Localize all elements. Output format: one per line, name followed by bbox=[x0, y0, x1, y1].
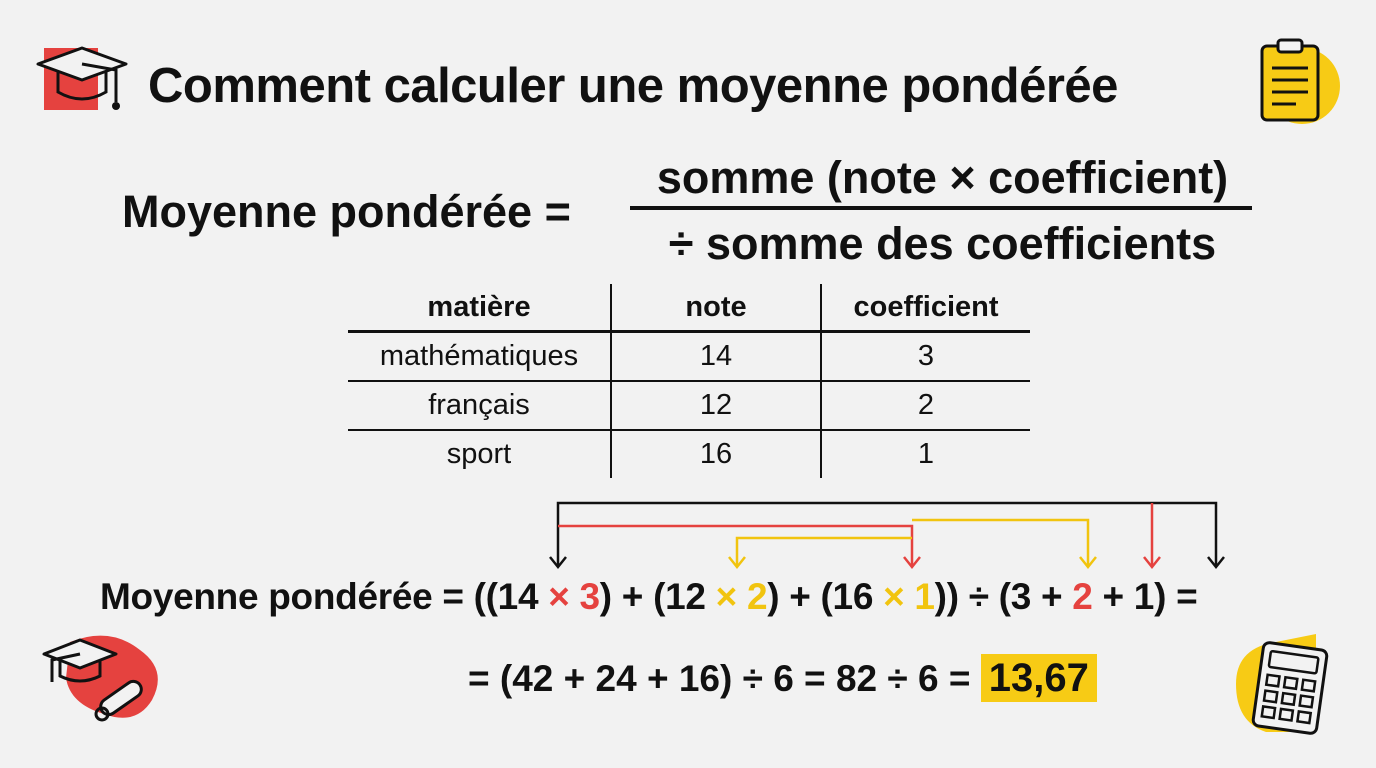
cell-coefficient: 2 bbox=[821, 381, 1030, 430]
cell-grade: 16 bbox=[611, 430, 821, 478]
calc-coef-red: × 3 bbox=[548, 576, 600, 617]
cell-subject: mathématiques bbox=[379, 340, 579, 372]
calc-label: Moyenne pondérée = bbox=[100, 576, 474, 617]
cell-subject: français bbox=[428, 389, 530, 421]
header-grade: note bbox=[611, 284, 821, 332]
cell-grade: 14 bbox=[611, 332, 821, 382]
calculation-line-2 bbox=[468, 656, 1097, 701]
page-title: Comment calculer une moyenne pondérée bbox=[148, 59, 1118, 113]
calc-part: + 1) = bbox=[1092, 576, 1198, 617]
calc-part: ) + (16 bbox=[767, 576, 884, 617]
arrow-red bbox=[558, 526, 912, 566]
header-subject: matière bbox=[427, 290, 531, 323]
formula-numerator: somme (note × coefficient) bbox=[656, 152, 1229, 203]
cell-grade: 12 bbox=[611, 381, 821, 430]
calc-part: ) + (12 bbox=[599, 576, 716, 617]
cell-coefficient: 3 bbox=[821, 332, 1030, 382]
header-coefficient: coefficient bbox=[821, 284, 1030, 332]
cell-subject: sport bbox=[446, 438, 512, 470]
calc-line2: = (42 + 24 + 16) ÷ 6 = 82 ÷ 6 = bbox=[468, 658, 981, 699]
arrow-yellow-left bbox=[737, 538, 912, 566]
calculator-icon bbox=[1236, 632, 1336, 736]
formula-denominator: ÷ somme des coefficients bbox=[668, 218, 1217, 269]
formula-lhs: Moyenne pondérée = bbox=[122, 186, 571, 237]
calc-sum-red: 2 bbox=[1072, 576, 1093, 617]
cap-and-diploma-icon bbox=[40, 630, 168, 726]
cell-coefficient: 1 bbox=[821, 430, 1030, 478]
arrow-yellow-right bbox=[912, 520, 1088, 566]
result-highlight: 13,67 bbox=[981, 654, 1097, 702]
calc-coef-yellow: × 1 bbox=[883, 576, 935, 617]
calc-part: ((14 bbox=[473, 576, 549, 617]
calc-part: )) ÷ (3 + bbox=[934, 576, 1073, 617]
calculation-line-1 bbox=[100, 576, 1197, 618]
calc-coef-yellow: × 2 bbox=[715, 576, 768, 617]
arrow-black bbox=[558, 503, 1216, 566]
